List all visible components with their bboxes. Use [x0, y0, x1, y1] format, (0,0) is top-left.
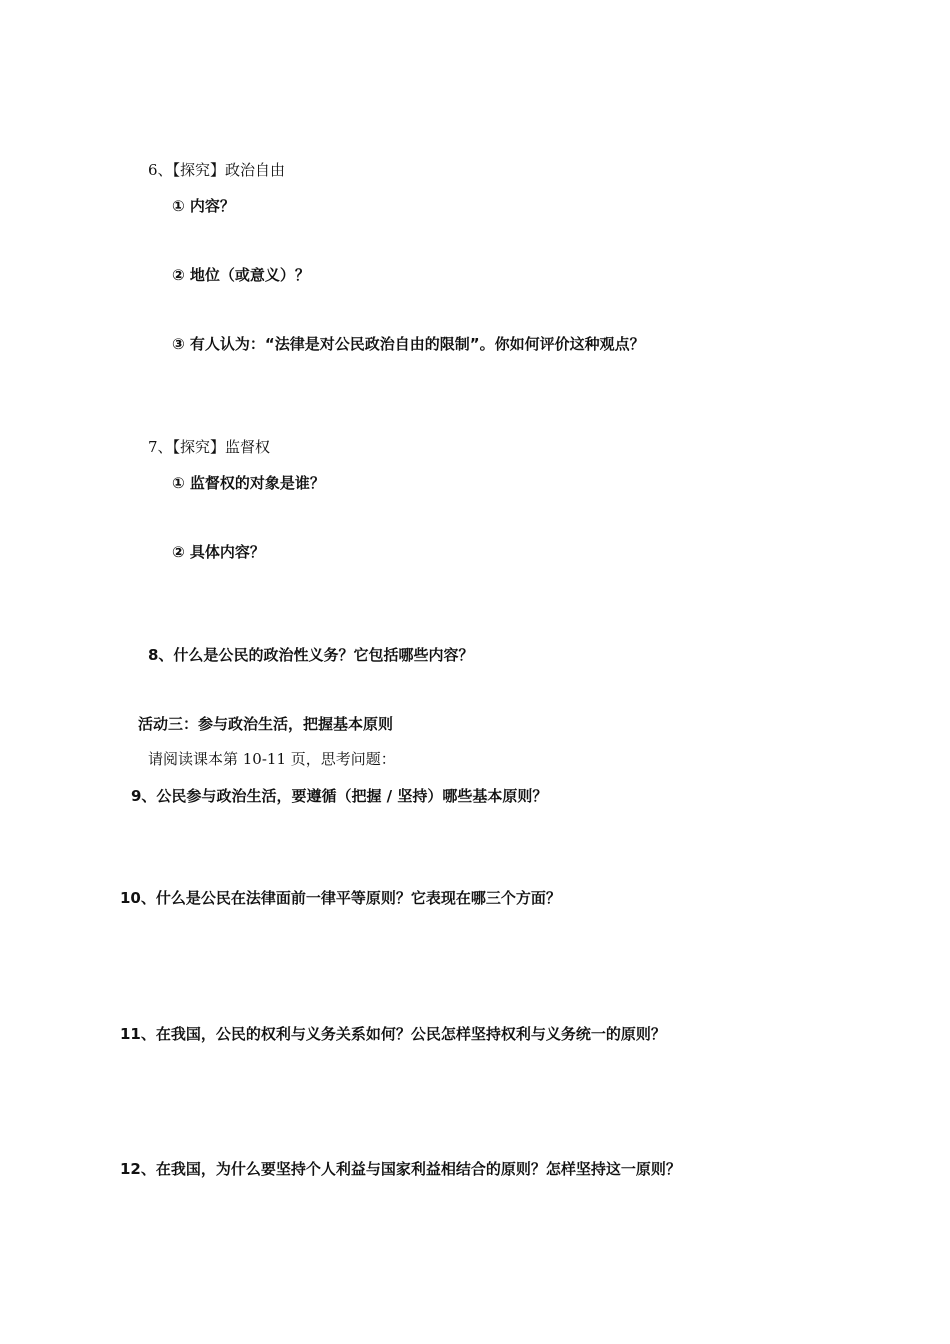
q8-question: 8、什么是公民的政治性义务？它包括哪些内容？	[148, 646, 474, 664]
q11-question: 11、在我国，公民的权利与义务关系如何？公民怎样坚持权利与义务统一的原则？	[120, 1025, 666, 1043]
activity3-instruction: 请阅读课本第 10-11 页，思考问题：	[148, 750, 396, 768]
q7-item-1: ① 监督权的对象是谁？	[172, 474, 325, 492]
q6-item-1: ① 内容？	[172, 197, 235, 215]
q9-question: 9、公民参与政治生活，要遵循（把握 / 坚持）哪些基本原则？	[131, 787, 548, 805]
q6-item-3: ③ 有人认为：“法律是对公民政治自由的限制”。你如何评价这种观点？	[172, 335, 645, 353]
activity3-title: 活动三：参与政治生活，把握基本原则	[138, 715, 394, 733]
q6-item-2: ② 地位（或意义）？	[172, 266, 310, 284]
q6-heading: 6、【探究】政治自由	[148, 161, 286, 179]
q7-heading: 7、【探究】监督权	[148, 438, 271, 456]
q7-item-2: ② 具体内容？	[172, 543, 265, 561]
q12-question: 12、在我国，为什么要坚持个人利益与国家利益相结合的原则？怎样坚持这一原则？	[120, 1160, 681, 1178]
q10-question: 10、什么是公民在法律面前一律平等原则？它表现在哪三个方面？	[120, 889, 561, 907]
